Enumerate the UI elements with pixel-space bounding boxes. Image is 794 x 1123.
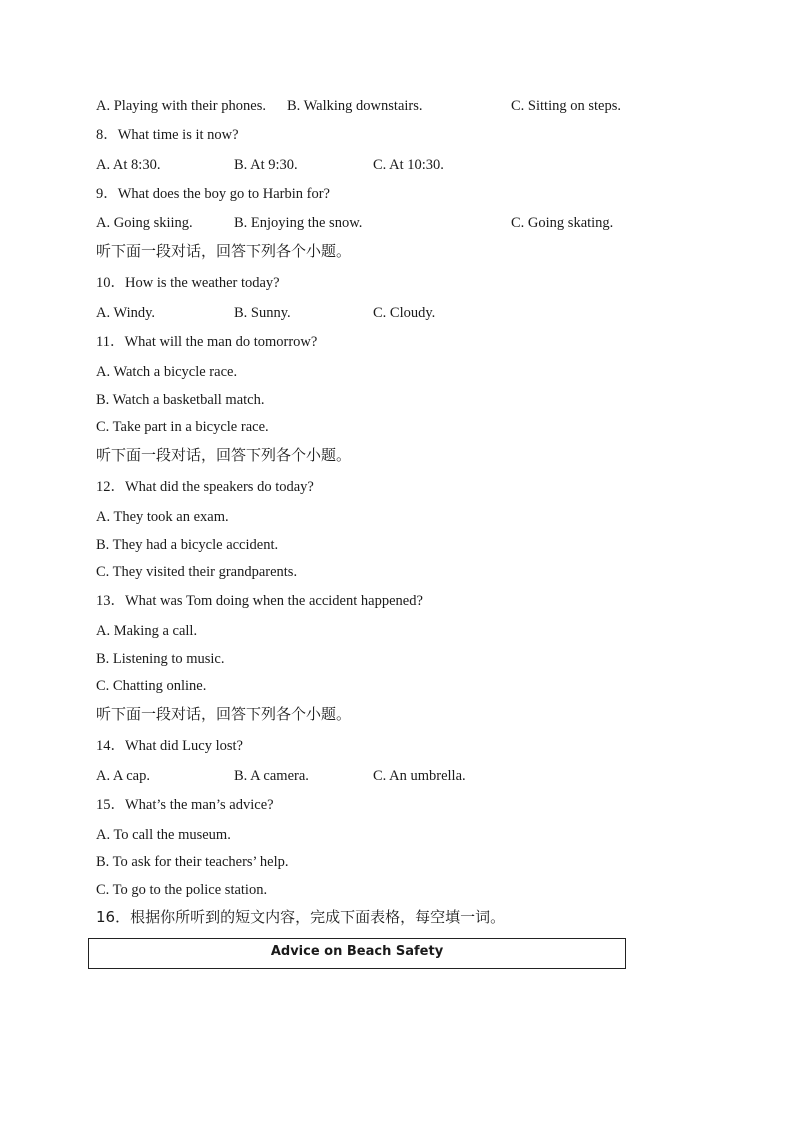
q14-option-a: A. A cap. <box>96 768 150 784</box>
q7-option-a: A. Playing with their phones. <box>96 98 266 114</box>
q7-option-c: C. Sitting on steps. <box>511 98 621 114</box>
q13-option-c: C. Chatting online. <box>96 678 207 694</box>
table-title: Advice on Beach Safety <box>270 944 444 959</box>
q10-option-b: B. Sunny. <box>234 305 291 321</box>
q14-option-c: C. An umbrella. <box>373 768 466 784</box>
q10-option-a: A. Windy. <box>96 305 156 321</box>
q9-option-a: A. Going skiing. <box>96 215 193 231</box>
q15-option-b: B. To ask for their teachers’ help. <box>96 854 289 870</box>
q12-question: 12．What did the speakers do today? <box>96 479 314 495</box>
q11-question: 11．What will the man do tomorrow? <box>96 334 318 350</box>
beach-safety-table <box>88 938 626 969</box>
q8-option-a: A. At 8:30. <box>96 157 161 173</box>
q11-option-c: C. Take part in a bicycle race. <box>96 419 269 435</box>
q13-option-b: B. Listening to music. <box>96 651 225 667</box>
q11-option-a: A. Watch a bicycle race. <box>96 364 238 380</box>
section-instruction: 听下面一段对话，回答下列各个小题。 <box>96 242 352 260</box>
q13-question: 13．What was Tom doing when the accident happened? <box>96 593 423 609</box>
q9-question: 9．What does the boy go to Harbin for? <box>96 186 330 202</box>
section-instruction: 听下面一段对话，回答下列各个小题。 <box>96 446 352 464</box>
section-instruction: 听下面一段对话，回答下列各个小题。 <box>96 705 352 723</box>
q9-option-b: B. Enjoying the snow. <box>234 215 363 231</box>
q9-option-c: C. Going skating. <box>511 215 614 231</box>
q12-option-a: A. They took an exam. <box>96 509 229 525</box>
q7-option-b: B. Walking downstairs. <box>287 98 423 114</box>
q13-option-a: A. Making a call. <box>96 623 198 639</box>
q14-question: 14．What did Lucy lost? <box>96 738 243 754</box>
q15-option-c: C. To go to the police station. <box>96 882 268 898</box>
q8-question: 8．What time is it now? <box>96 127 239 143</box>
q15-option-a: A. To call the museum. <box>96 827 231 843</box>
q10-option-c: C. Cloudy. <box>373 305 436 321</box>
q14-option-b: B. A camera. <box>234 768 309 784</box>
q12-option-b: B. They had a bicycle accident. <box>96 537 279 553</box>
q11-option-b: B. Watch a basketball match. <box>96 392 265 408</box>
q10-question: 10．How is the weather today? <box>96 275 280 291</box>
q16-instruction: 16．根据你所听到的短文内容，完成下面表格，每空填一词。 <box>96 908 506 926</box>
q12-option-c: C. They visited their grandparents. <box>96 564 298 580</box>
q15-question: 15．What’s the man’s advice? <box>96 797 274 813</box>
q8-option-c: C. At 10:30. <box>373 157 444 173</box>
q8-option-b: B. At 9:30. <box>234 157 298 173</box>
